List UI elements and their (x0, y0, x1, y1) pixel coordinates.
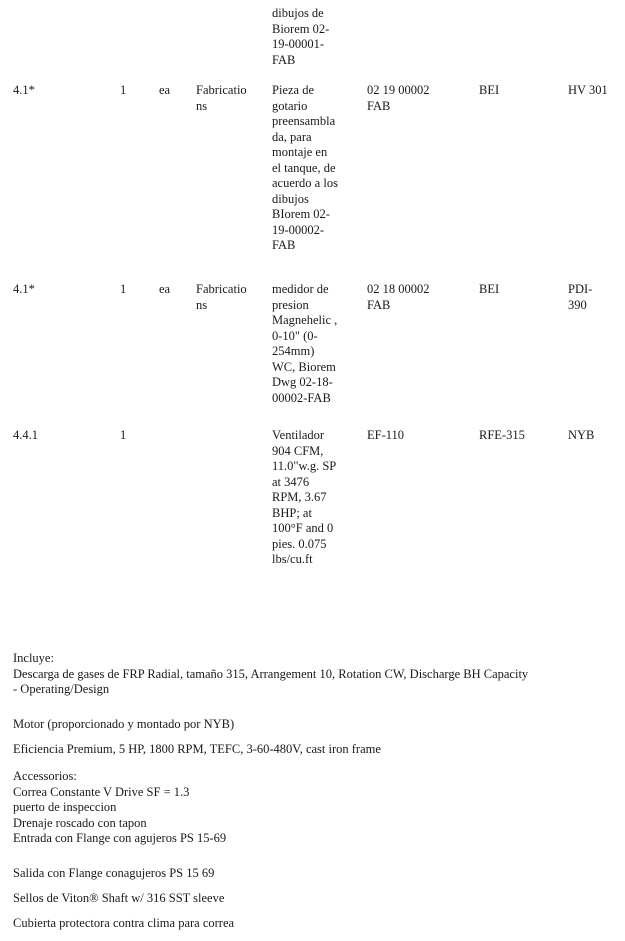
includes-text: Descarga de gases de FRP Radial, tamaño 315, Arrangement 10, Rotation CW, Discharge BH Capacity - Operating/Design (13, 666, 529, 696)
quantity-cell: 1 (120, 428, 127, 442)
outlet-line (13, 866, 618, 882)
seals-text: Sellos de Viton® Shaft w/ 316 SST sleeve (13, 891, 225, 905)
description-cell: dibujos de Biorem 02- 19-00001- FAB (272, 6, 330, 67)
tag-cell: PDI- 390 (568, 282, 593, 312)
reference-cell: 02 18 00002 FAB (367, 282, 430, 312)
item-number-cell: 4.4.1 (13, 428, 38, 442)
description-cell: Ventilador 904 CFM, 11.0"w.g. SP at 3476 RPM, 3.67 BHP; at 100°F and 0 pies. 0.075 lbs/cu.ft (272, 428, 337, 566)
accessories-section (13, 769, 618, 847)
tag-cell: NYB (568, 428, 595, 442)
quantity-cell: 1 (120, 83, 127, 97)
seals-line (13, 891, 618, 907)
description-cell: medidor de presion Magnehelic , 0-10" (0- 254mm) WC, Biorem Dwg 02-18- 00002-FAB (272, 282, 338, 405)
efficiency-text: Eficiencia Premium, 5 HP, 1800 RPM, TEFC, 3-60-480V, cast iron frame (13, 742, 381, 756)
accessory-item: puerto de inspeccion (13, 800, 117, 814)
description-cell: Pieza de gotario preensambla da, para montaje en el tanque, de acuerdo a los dibujos BIorem 02- 19-00002- FAB (272, 83, 338, 252)
includes-label: Incluye: (13, 651, 54, 665)
cover-line (13, 916, 618, 932)
vendor-cell: RFE-315 (479, 428, 525, 442)
tag-cell: HV 301 (568, 83, 608, 97)
includes-section (13, 651, 618, 698)
accessory-item: Correa Constante V Drive SF = 1.3 (13, 784, 190, 799)
item-number-cell: 4.1* (13, 83, 35, 97)
accessories-label: Accessorios: (13, 769, 77, 783)
vendor-cell: BEI (479, 282, 500, 296)
motor-line (13, 717, 618, 733)
motor-text: Motor (proporcionado y montado por NYB) (13, 717, 235, 731)
type-cell: Fabricatio ns (196, 83, 247, 113)
accessory-item: Drenaje roscado con tapon (13, 815, 147, 830)
unit-cell: ea (159, 83, 171, 97)
reference-cell: EF-110 (367, 428, 405, 442)
vendor-cell: BEI (479, 83, 500, 97)
accessory-item: Entrada con Flange con agujeros PS 15-69 (13, 831, 227, 845)
reference-cell: 02 19 00002 FAB (367, 83, 430, 113)
outlet-text: Salida con Flange conagujeros PS 15 69 (13, 866, 215, 880)
cover-text: Cubierta protectora contra clima para correa (13, 916, 235, 930)
quantity-cell: 1 (120, 282, 127, 296)
efficiency-line (13, 742, 618, 758)
type-cell: Fabricatio ns (196, 282, 247, 312)
item-number-cell: 4.1* (13, 282, 35, 296)
unit-cell: ea (159, 282, 171, 296)
